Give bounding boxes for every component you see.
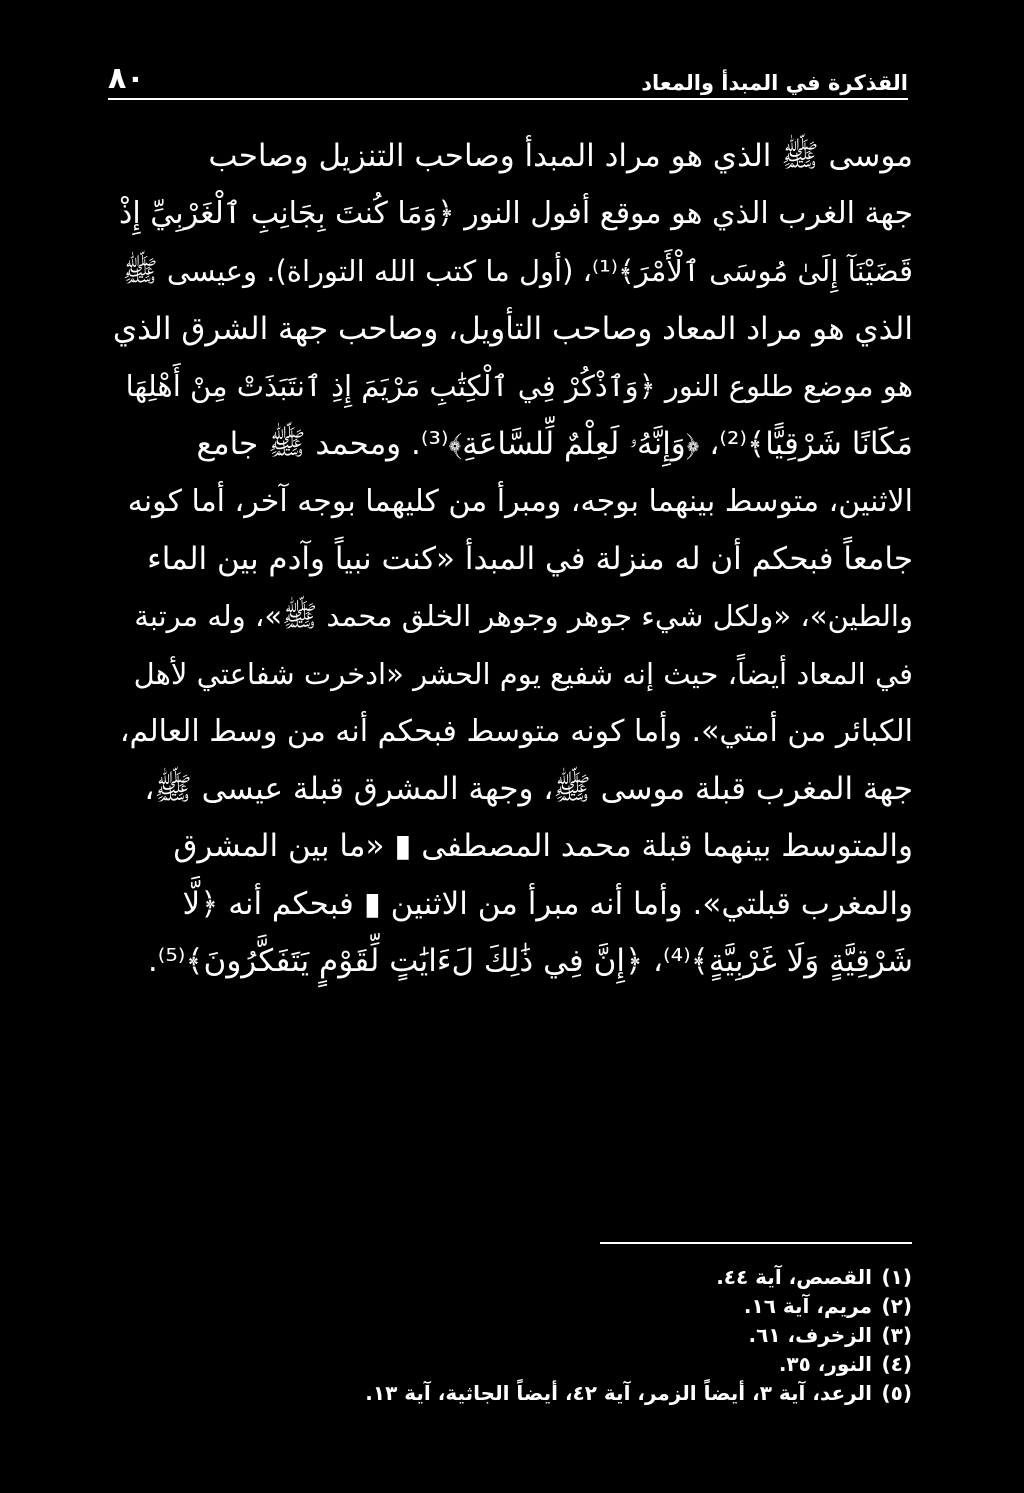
text-line: الذي هو مراد المعاد وصاحب التأويل، وصاحب جهة الشرق الذي [112, 310, 913, 347]
footnote [330, 1320, 912, 1349]
footnote-text: النور، ٣٥. [778, 1351, 872, 1376]
text-line: مَكَانًا شَرْقِيًّا﴾⁽²⁾، ﴿وَإِنَّهُۥ لَعِلْمٌ لِّلسَّاعَةِ﴾⁽³⁾. ومحمد ﷺ جامع [196, 425, 913, 462]
text-line: في المعاد أيضاً، حيث إنه شفيع يوم الحشر «ادخرت شفاعتي لأهل [133, 656, 913, 691]
text-line: قَضَيْنَآ إِلَىٰ مُوسَى ٱلْأَمْرَ﴾⁽¹⁾، (أول ما كتب الله التوراة). وعيسى ﷺ [122, 254, 913, 289]
main-text [108, 128, 913, 991]
text-line: والمغرب قبلتي». وأما أنه مبرأ من الاثنين ▮ فبحكم أنه ﴿لَّا [182, 885, 913, 922]
text-line: الاثنين، متوسط بينهما بوجه، ومبرأ من كليهما بوجه آخر، أما كونه [127, 483, 913, 519]
footnote-number: (٥) [881, 1380, 912, 1405]
footnote-number: (٣) [881, 1322, 912, 1347]
footnote [330, 1349, 912, 1378]
text-line: شَرْقِيَّةٍ وَلَا غَرْبِيَّةٍ﴾⁽⁴⁾، ﴿إِنَّ فِي ذَٰلِكَ لَءَايَٰتٍ لِّقَوْمٍ يَتَفَكَّرُونَ﴾⁽⁵⁾. [147, 943, 913, 980]
page-header [108, 58, 908, 100]
footnote-text: القصص، آية ٤٤. [716, 1264, 872, 1289]
text-line: والمتوسط بينهما قبلة محمد المصطفى ▮ «ما بين المشرق [173, 828, 913, 865]
running-title: القذكرة في المبدأ والمعاد [641, 71, 908, 95]
footnote-text: الرعد، آية ٣، أيضاً الزمر، آية ٤٢، أيضاً الجاثية، آية ١٣. [365, 1380, 872, 1405]
footnote-text: مريم، آية ١٦. [743, 1293, 872, 1318]
text-line: الكبائر من أمتي». وأما كونه متوسط فبحكم أنه من وسط العالم، [119, 713, 913, 749]
page-number: ٨٠ [108, 61, 145, 96]
text-line: جهة الغرب الذي هو موقع أفول النور ﴿وَمَا كُنتَ بِجَانِبِ ٱلْغَرْبِيِّ إِذْ [118, 196, 913, 232]
footnotes [330, 1262, 912, 1407]
footnote-number: (١) [881, 1264, 912, 1289]
text-line: جامعاً فبحكم أن له منزلة في المبدأ «كنت نبياً وآدم بين الماء [147, 540, 913, 577]
footnote [330, 1291, 912, 1320]
footnote-number: (٤) [881, 1351, 912, 1376]
footnote-separator [600, 1242, 912, 1244]
text-line: هو موضع طلوع النور ﴿وَٱذْكُرْ فِي ٱلْكِتَٰبِ مَرْيَمَ إِذِ ٱنتَبَذَتْ مِنْ أَهْلِهَا [125, 369, 913, 404]
footnote-number: (٢) [881, 1293, 912, 1318]
footnote [330, 1378, 912, 1407]
footnote [330, 1262, 912, 1291]
text-line: والطين»، «ولكل شيء جوهر وجوهر الخلق محمد ﷺ»، وله مرتبة [134, 599, 913, 634]
footnote-text: الزخرف، ٦١. [748, 1322, 872, 1347]
text-line: جهة المغرب قبلة موسى ﷺ، وجهة المشرق قبلة عيسى ﷺ، [144, 770, 913, 807]
text-line: موسى ﷺ الذي هو مراد المبدأ وصاحب التنزيل وصاحب [208, 138, 913, 175]
